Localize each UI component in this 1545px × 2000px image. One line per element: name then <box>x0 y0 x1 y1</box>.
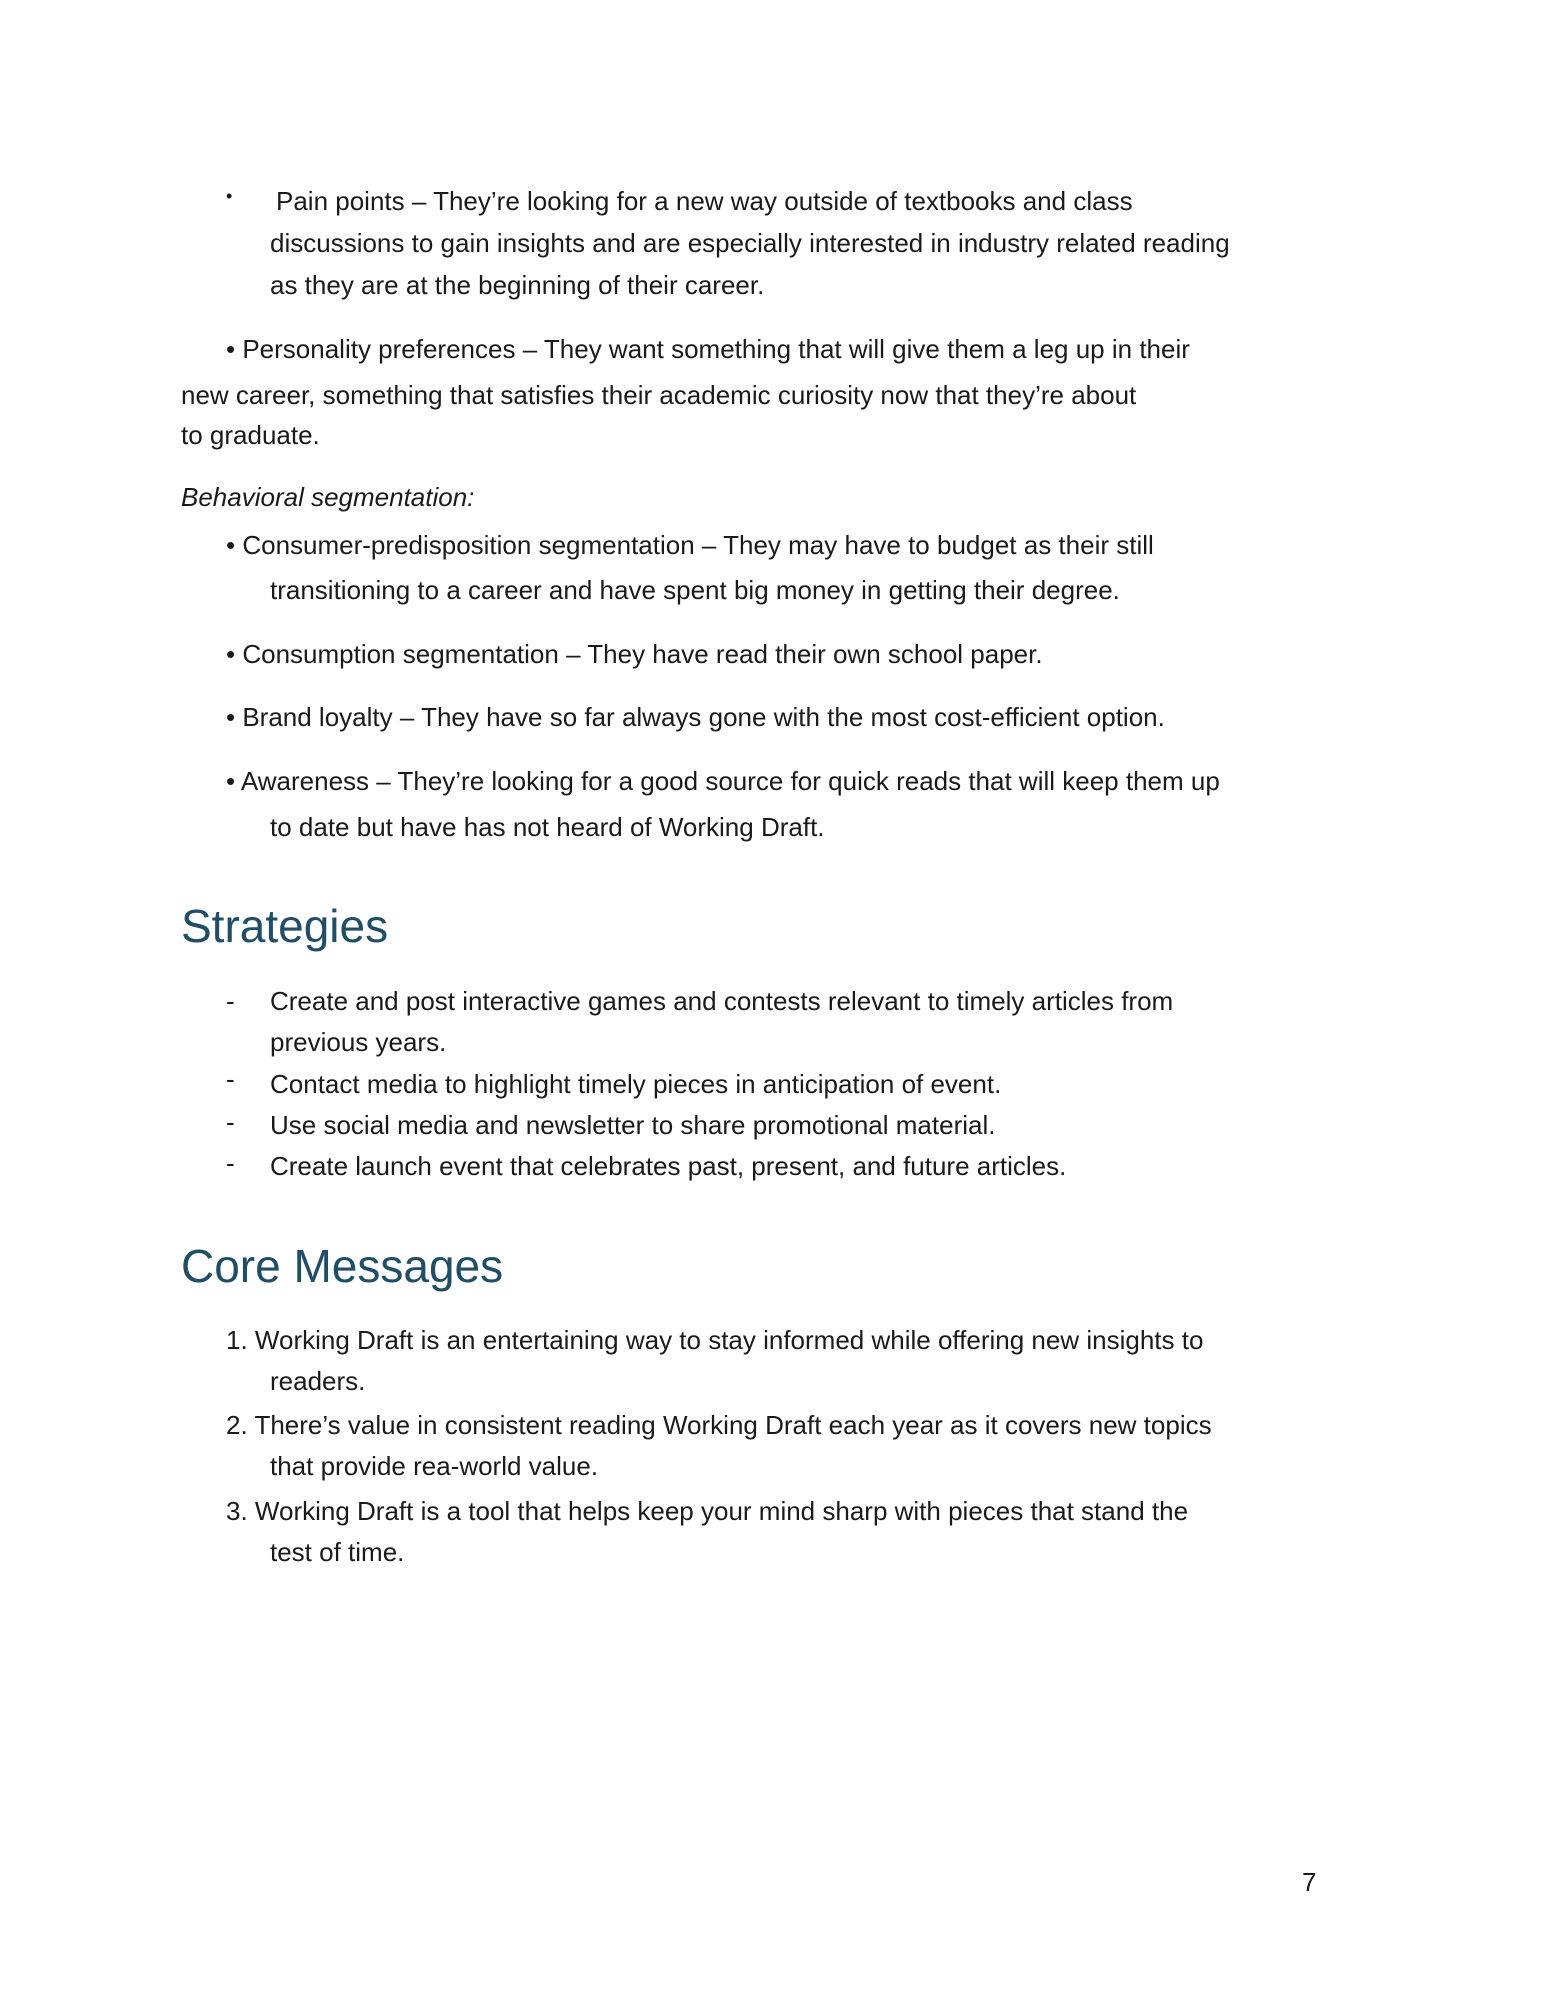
behavioral-item-2-line-1: • Consumption segmentation – They have read their own school paper. <box>226 639 1043 669</box>
strategy-dash-marker: - <box>226 986 235 1016</box>
personality-line-1: • Personality preferences – They want something that will give them a leg up in their <box>226 334 1190 364</box>
core-messages-heading: Core Messages <box>181 1240 504 1292</box>
strategies-heading: Strategies <box>181 900 389 952</box>
strategy-dash-marker: - <box>226 1107 235 1137</box>
strategy-item-4-line-1: Create launch event that celebrates past, present, and future articles. <box>270 1151 1067 1181</box>
behavioral-item-1-line-1: • Consumer-predisposition segmentation – They may have to budget as their still <box>226 530 1154 560</box>
strategy-dash-marker: - <box>226 1064 235 1094</box>
strategy-item-2-line-1: Contact media to highlight timely pieces in anticipation of event. <box>270 1069 1002 1099</box>
bullet-marker: • <box>226 186 233 206</box>
core-message-3-line-2: test of time. <box>270 1537 405 1567</box>
strategy-item-1-line-1: Create and post interactive games and contests relevant to timely articles from <box>270 986 1174 1016</box>
pain-points-line-3: as they are at the beginning of their career. <box>270 270 765 300</box>
core-message-2-line-2: that provide rea-world value. <box>270 1451 599 1481</box>
core-message-2-line-1: 2. There’s value in consistent reading Working Draft each year as it covers new topics <box>226 1410 1212 1440</box>
behavioral-item-3-line-1: • Brand loyalty – They have so far always gone with the most cost-efficient option. <box>226 702 1165 732</box>
behavioral-item-4-line-1: • Awareness – They’re looking for a good source for quick reads that will keep them up <box>226 766 1220 796</box>
pain-points-line-1: Pain points – They’re looking for a new way outside of textbooks and class <box>276 186 1133 216</box>
page-number: 7 <box>1302 1867 1317 1897</box>
behavioral-segmentation-label: Behavioral segmentation: <box>181 482 475 512</box>
behavioral-item-1-line-2: transitioning to a career and have spent big money in getting their degree. <box>270 575 1120 605</box>
personality-line-2: new career, something that satisfies their academic curiosity now that they’re about <box>181 380 1137 410</box>
strategy-item-1-line-2: previous years. <box>270 1027 447 1057</box>
core-message-1-line-1: 1. Working Draft is an entertaining way to stay informed while offering new insights to <box>226 1325 1204 1355</box>
personality-line-3: to graduate. <box>181 420 320 450</box>
core-message-1-line-2: readers. <box>270 1366 366 1396</box>
behavioral-item-4-line-2: to date but have has not heard of Working Draft. <box>270 812 825 842</box>
pain-points-line-2: discussions to gain insights and are especially interested in industry related reading <box>270 228 1230 258</box>
strategy-item-3-line-1: Use social media and newsletter to share promotional material. <box>270 1110 996 1140</box>
strategy-dash-marker: - <box>226 1148 235 1178</box>
core-message-3-line-1: 3. Working Draft is a tool that helps keep your mind sharp with pieces that stand the <box>226 1496 1189 1526</box>
